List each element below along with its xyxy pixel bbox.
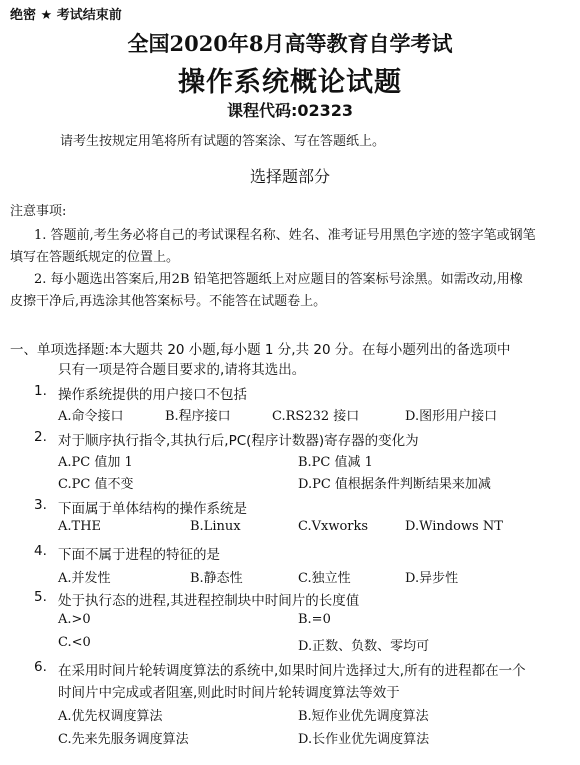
option-c: C.RS232 接口 [272, 409, 360, 424]
option-c: C.PC 值不变 [58, 477, 134, 492]
part1-instruction-line-1: 一、单项选择题:本大题共 20 小题,每小题 1 分,共 20 分。在每小题列出的备选项中 [10, 342, 511, 358]
option-a: A.THE [58, 519, 102, 534]
question-number: 3. [34, 497, 47, 513]
question-number: 6. [34, 659, 47, 675]
notes-heading: 注意事项: [10, 204, 67, 219]
question-number: 5. [34, 589, 47, 605]
note-2-line-1: 2. 每小题选出答案后,用2B 铅笔把答题纸上对应题目的答案标号涂黑。如需改动,用橡 [34, 272, 523, 287]
option-a: A.PC 值加 1 [58, 455, 133, 470]
question-number: 1. [34, 383, 47, 399]
note-1-line-1: 1. 答题前,考生务必将自己的考试课程名称、姓名、准考证号用黑色字迹的签字笔或钢笔 [34, 228, 536, 243]
option-a: A.并发性 [58, 571, 111, 586]
paper-title: 操作系统概论试题 [178, 67, 402, 98]
option-d: D.PC 值根据条件判断结果来加减 [298, 477, 491, 492]
option-d: D.异步性 [405, 571, 459, 586]
question-text: 下面属于单体结构的操作系统是 [58, 501, 247, 517]
option-d: D.长作业优先调度算法 [298, 732, 430, 747]
question-text: 操作系统提供的用户接口不包括 [58, 387, 247, 403]
question-text: 处于执行态的进程,其进程控制块中时间片的长度值 [58, 593, 360, 609]
option-c: C.Vxworks [298, 519, 369, 534]
part1-instruction-line-2: 只有一项是符合题目要求的,请将其选出。 [58, 362, 306, 378]
option-b: B.Linux [190, 519, 241, 534]
note-1-line-2: 填写在答题纸规定的位置上。 [10, 250, 180, 265]
option-a: A.命令接口 [58, 409, 124, 424]
option-c: C.先来先服务调度算法 [58, 732, 189, 747]
option-b: B.=0 [298, 612, 331, 627]
course-code: 课程代码:02323 [226, 101, 354, 120]
note-2-line-2: 皮擦干净后,再选涂其他答案标号。不能答在试题卷上。 [10, 294, 327, 309]
question-text-line-2: 时间片中完成或者阻塞,则此时时间片轮转调度算法等效于 [58, 685, 400, 701]
answer-instruction: 请考生按规定用笔将所有试题的答案涂、写在答题纸上。 [60, 134, 386, 149]
option-b: B.短作业优先调度算法 [298, 709, 429, 724]
option-b: B.程序接口 [165, 409, 231, 424]
question-text: 下面不属于进程的特征的是 [58, 547, 220, 563]
option-c: C.<0 [58, 635, 91, 650]
question-number: 4. [34, 543, 47, 559]
option-d: D.图形用户接口 [405, 409, 498, 424]
exam-name: 全国2020年8月高等教育自学考试 [127, 31, 453, 56]
question-text: 对于顺序执行指令,其执行后,PC(程序计数器)寄存器的变化为 [58, 433, 419, 449]
option-d: D.正数、负数、零均可 [298, 639, 430, 654]
option-a: A.>0 [58, 612, 91, 627]
option-b: B.PC 值减 1 [298, 455, 373, 470]
section-title: 选择题部分 [249, 167, 330, 186]
option-c: C.独立性 [298, 571, 351, 586]
option-d: D.Windows NT [405, 519, 503, 534]
confidential-mark: 绝密 ★ 考试结束前 [10, 8, 122, 23]
option-b: B.静态性 [190, 571, 243, 586]
question-text: 在采用时间片轮转调度算法的系统中,如果时间片选择过大,所有的进程都在一个 [58, 663, 526, 679]
option-a: A.优先权调度算法 [58, 709, 163, 724]
question-number: 2. [34, 429, 47, 445]
